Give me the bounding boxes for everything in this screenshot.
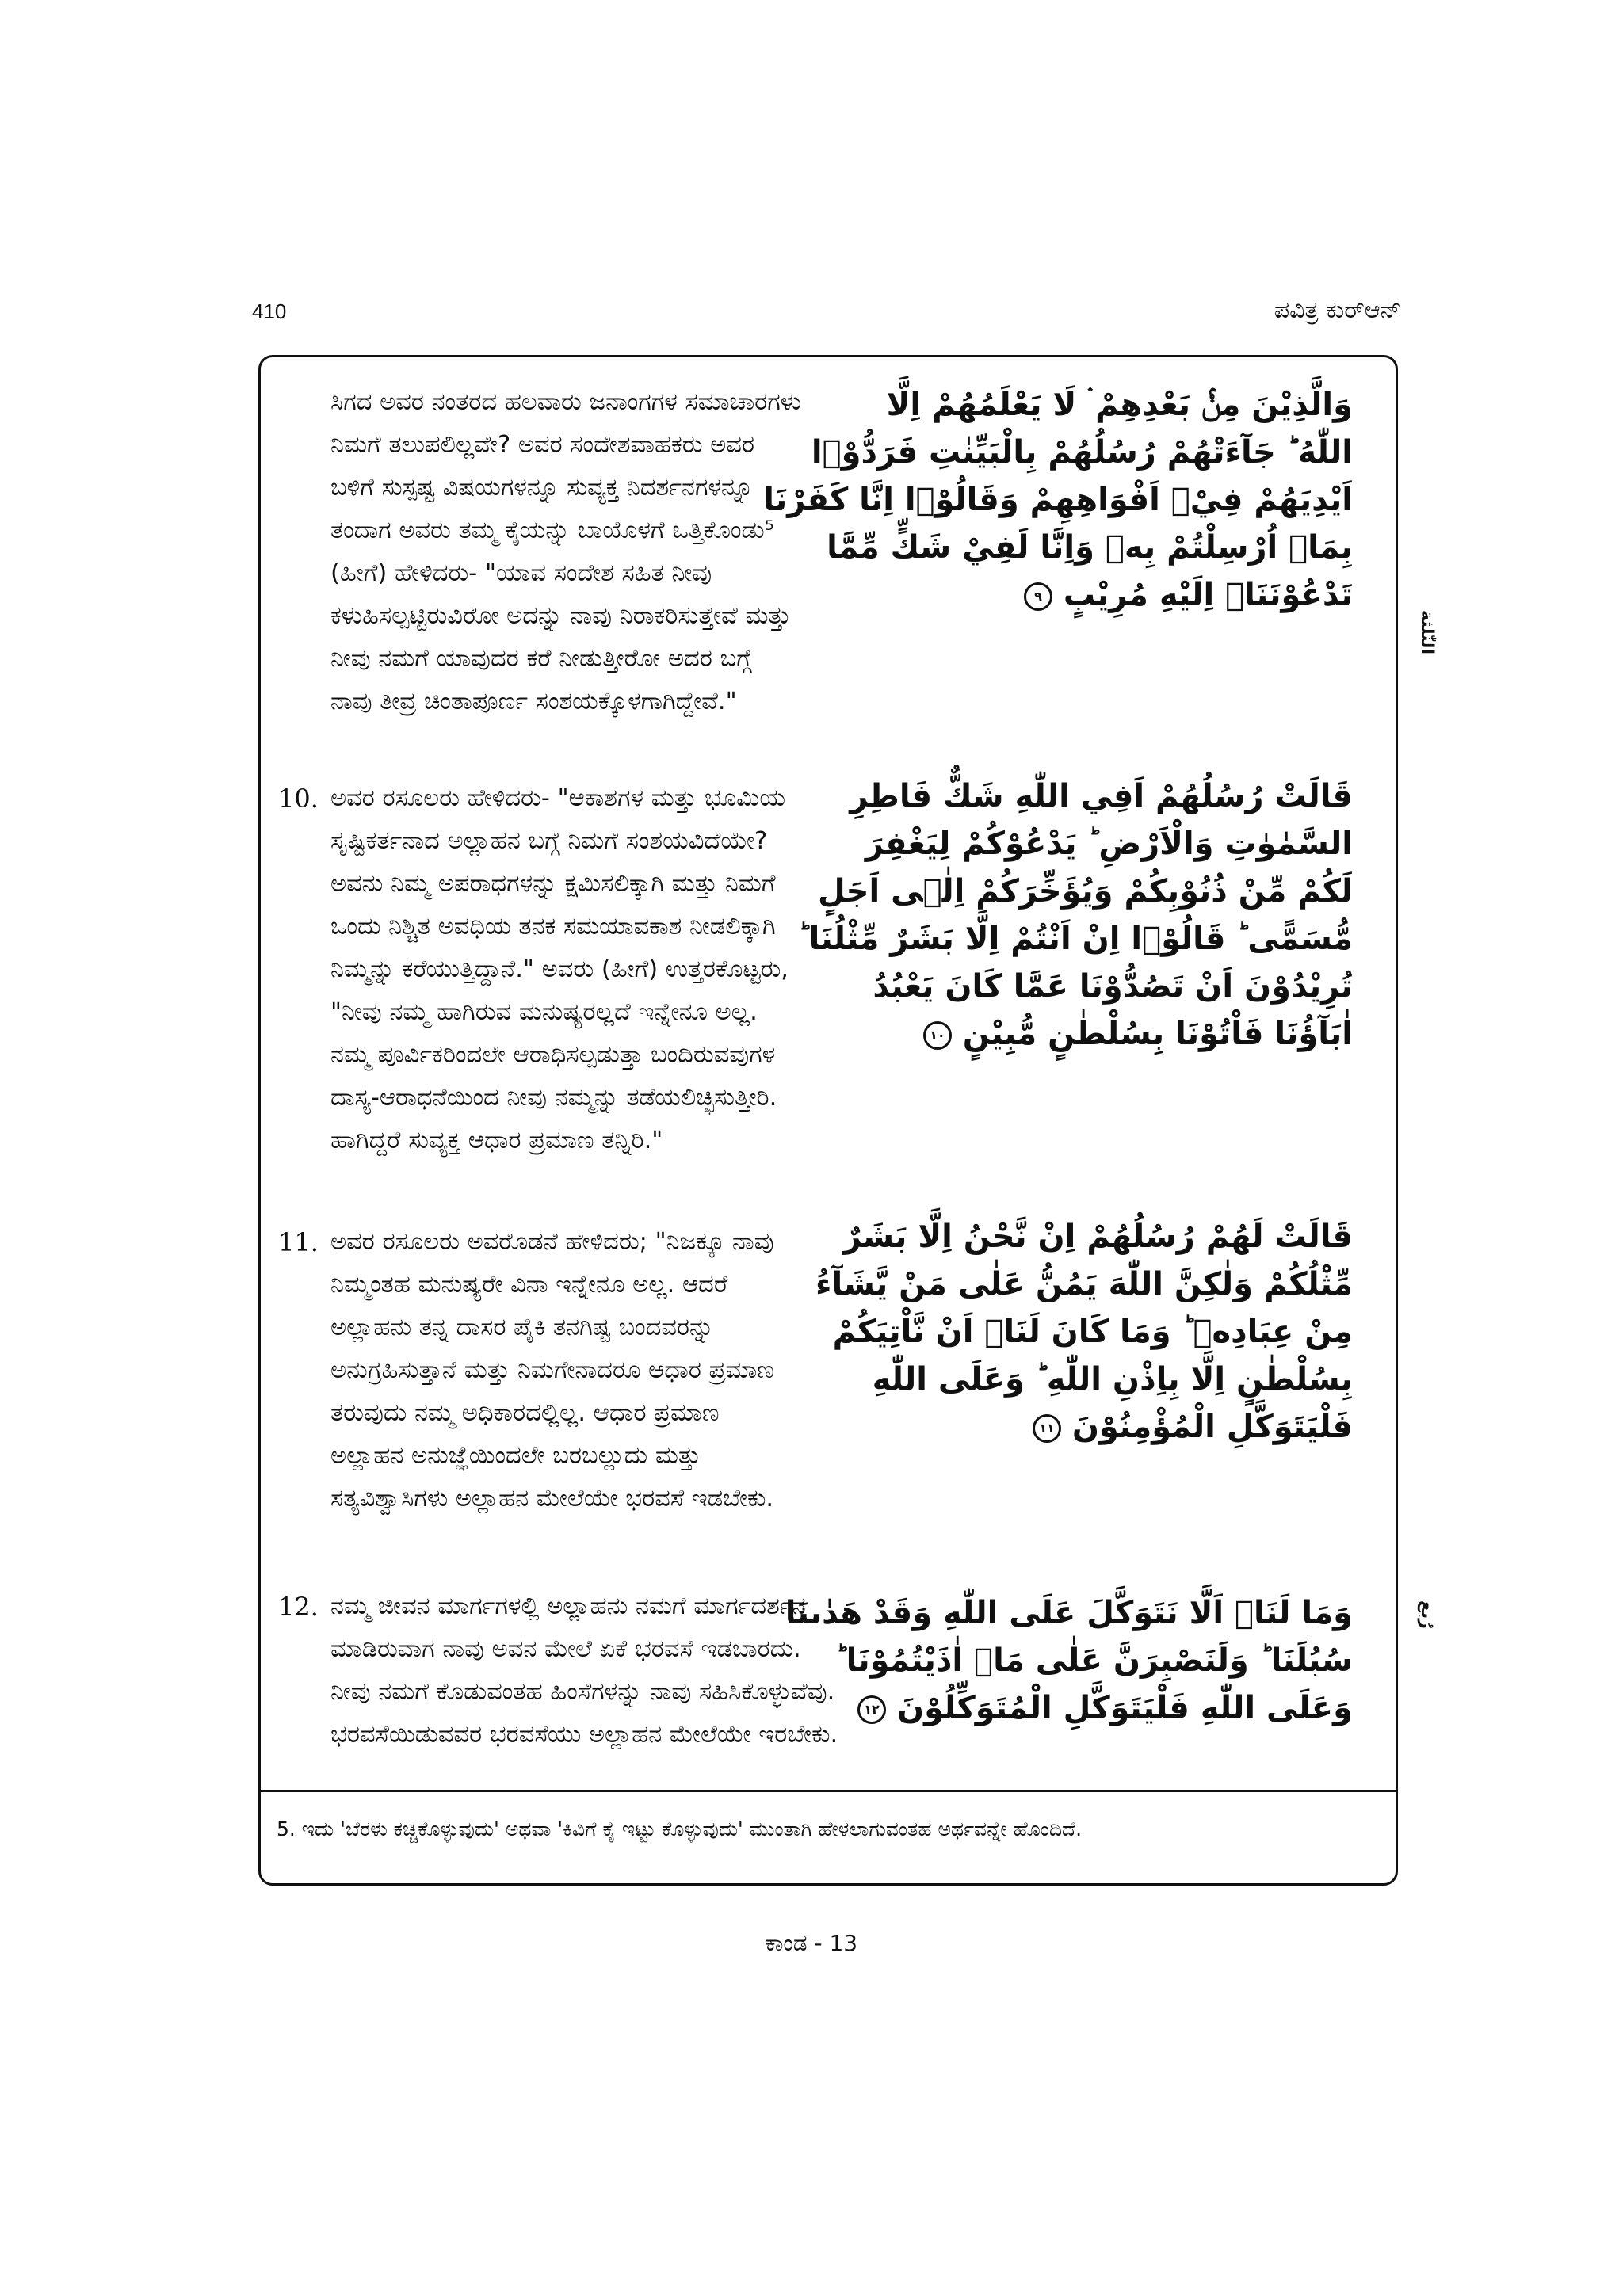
arabic-line	[827, 524, 1353, 571]
arabic-line	[815, 1261, 1353, 1308]
verse-number: 11.	[278, 1227, 319, 1257]
arabic-line	[873, 963, 1353, 1010]
translation-line: (ಹೀಗೆ) ಹೇಳಿದರು- "ಯಾವ ಸಂದೇಶ ಸಹಿತ ನೀವು	[330, 559, 712, 587]
translation-line: ನಿಮ್ಮನ್ನು ಕರೆಯುತ್ತಿದ್ದಾನೆ." ಅವರು (ಹೀಗೆ) ಉತ್ತರಕೊಟ್ಟರು,	[330, 955, 789, 983]
arabic-line	[811, 429, 1353, 476]
margin-note-rub: رُبع	[1417, 1600, 1437, 1629]
translation-line: ನಾವು ತೀವ್ರ ಚಿಂತಾಪೂರ್ಣ ಸಂಶಯಕ್ಕೊಳಗಾಗಿದ್ದೇವೆ."	[330, 688, 737, 715]
translation-line: "ನೀವು ನಮ್ಮ ಹಾಗಿರುವ ಮನುಷ್ಯರಲ್ಲದೆ ಇನ್ನೇನೂ ಅಲ್ಲ.	[330, 998, 758, 1026]
arabic-text: اَيْدِيَهُمْ فِيْۤ اَفْوَاهِهِمْ وَقَالُوْۤا اِنَّا كَفَرْنَا	[763, 482, 1353, 518]
arabic-line	[893, 1010, 1353, 1058]
translation-line: ನಿಮಗೆ ತಲುಪಲಿಲ್ಲವೇ? ಅವರ ಸಂದೇಶವಾಹಕರು ಅವರ	[330, 431, 755, 459]
arabic-text: سُبُلَنَا ؕ وَلَنَصْبِرَنَّ عَلٰى مَاۤ اٰذَيْتُمُوْنَا ؕ	[834, 1642, 1353, 1679]
footnote-divider	[261, 1790, 1396, 1792]
ayah-number-marker: ٩	[1024, 582, 1052, 611]
arabic-line	[893, 1403, 1353, 1451]
translation-line: ಅವರ ರಸೂಲರು ಅವರೊಡನೆ ಹೇಳಿದರು; "ನಿಜಕ್ಕೂ ನಾವು	[330, 1228, 774, 1256]
translation-line: ಕಳುಹಿಸಲ್ಪಟ್ಟಿರುವಿರೋ ಅದನ್ನು ನಾವು ನಿರಾಕರಿಸುತ್ತೇವೆ ಮತ್ತು	[330, 602, 792, 630]
arabic-line	[785, 1589, 1353, 1637]
translation-line: ಮಾಡಿರುವಾಗ ನಾವು ಅವನ ಮೇಲೆ ಏಕೆ ಭರವಸೆ ಇಡಬಾರದು.	[330, 1635, 801, 1663]
arabic-line	[834, 1637, 1353, 1684]
arabic-text: تُرِيْدُوْنَ اَنْ تَصُدُّوْنَا عَمَّا كَانَ يَعْبُدُ	[873, 968, 1353, 1005]
arabic-line	[893, 571, 1353, 619]
translation-line: ದಾಸ್ಯ-ಆರಾಧನೆಯಿಂದ ನೀವು ನಮ್ಮನ್ನು ತಡೆಯಲಿಚ್ಛಿಸುತ್ತೀರಿ.	[330, 1084, 777, 1112]
translation-line: ಒಂದು ನಿಶ್ಚಿತ ಅವಧಿಯ ತನಕ ಸಮಯಾವಕಾಶ ನೀಡಲಿಕ್ಕಾಗಿ	[330, 913, 776, 940]
translation-line: ಅಲ್ಲಾಹನು ತನ್ನ ದಾಸರ ಪೈಕಿ ತನಗಿಷ್ಟ ಬಂದವರನ್ನು	[330, 1314, 714, 1341]
arabic-text: مِّثْلُكُمْ وَلٰكِنَّ اللّٰهَ يَمُنُّ عَلٰى مَنْ يَّشَآءُ	[815, 1266, 1353, 1302]
arabic-text: السَّمٰوٰتِ وَالْاَرْضِ ؕ يَدْعُوْكُمْ لِيَغْفِرَ	[865, 826, 1353, 862]
arabic-text: قَالَتْ لَهُمْ رُسُلُهُمْ اِنْ نَّحْنُ اِلَّا بَشَرٌ	[842, 1219, 1353, 1255]
arabic-text: وَمَا لَنَاۤ اَلَّا نَتَوَكَّلَ عَلَى اللّٰهِ وَقَدْ هَدٰٮنَا	[785, 1595, 1353, 1631]
arabic-line	[872, 1356, 1353, 1403]
translation-line: ಅವರ ರಸೂಲರು ಹೇಳಿದರು- "ಆಕಾಶಗಳ ಮತ್ತು ಭೂಮಿಯ	[330, 784, 785, 812]
arabic-line	[850, 772, 1353, 820]
arabic-line	[832, 1308, 1353, 1356]
arabic-text: مِنْ عِبَادِهٖ ؕ وَمَا كَانَ لَنَاۤ اَنْ نَّاْتِيَكُمْ	[832, 1314, 1353, 1350]
arabic-text: لَكُمْ مِّنْ ذُنُوْبِكُمْ وَيُؤَخِّرَكُمْ اِلٰۤى اَجَلٍ	[817, 873, 1353, 910]
translation-line: ನೀವು ನಮಗೆ ಕೊಡುವಂತಹ ಹಿಂಸೆಗಳನ್ನು ನಾವು ಸಹಿಸಿಕೊಳ್ಳುವೆವು.	[330, 1678, 835, 1706]
arabic-line	[817, 868, 1353, 915]
arabic-text: وَعَلَى اللّٰهِ فَلْيَتَوَكَّلِ الْمُتَوَكِّلُوْنَ	[896, 1690, 1353, 1726]
translation-line: ಅವನು ನಿಮ್ಮ ಅಪರಾಧಗಳನ್ನು ಕ್ಷಮಿಸಲಿಕ್ಕಾಗಿ ಮತ್ತು ನಿಮಗೆ	[330, 870, 776, 898]
arabic-text: قَالَتْ رُسُلُهُمْ اَفِي اللّٰهِ شَكٌّ فَاطِرِ	[850, 778, 1353, 814]
translation-line: ಅಲ್ಲಾಹನ ಅನುಜ್ಞೆಯಿಂದಲೇ ಬರಬಲ್ಲುದು ಮತ್ತು	[330, 1442, 701, 1470]
arabic-line	[797, 915, 1353, 963]
translation-line: ತಂದಾಗ ಅವರು ತಮ್ಮ ಕೈಯನ್ನು ಬಾಯೊಳಗೆ ಒತ್ತಿಕೊಂಡು⁵	[330, 517, 774, 544]
arabic-text: تَدْعُوْنَنَاۤ اِلَيْهِ مُرِيْبٍ	[1063, 577, 1353, 613]
text-frame	[258, 355, 1398, 1886]
translation-line: ನಮ್ಮ ಪೂರ್ವಿಕರಿಂದಲೇ ಆರಾಧಿಸಲ್ಪಡುತ್ತಾ ಬಂದಿರುವವುಗಳ	[330, 1041, 776, 1069]
arabic-verse	[785, 1589, 1353, 1732]
arabic-line	[886, 381, 1353, 429]
verse-number: 12.	[278, 1592, 319, 1622]
arabic-text: اللّٰهُ ؕ جَآءَتْهُمْ رُسُلُهُمْ بِالْبَيِّنٰتِ فَرَدُّوْۤا	[811, 434, 1353, 471]
arabic-text: اٰبَآؤُنَا فَاْتُوْنَا بِسُلْطٰنٍ مُّبِيْنٍ	[962, 1016, 1353, 1052]
translation-line: ನಮ್ಮ ಜೀವನ ಮಾರ್ಗಗಳಲ್ಲಿ ಅಲ್ಲಾಹನು ನಮಗೆ ಮಾರ್ಗದರ್ಶನ	[330, 1592, 806, 1620]
translation-line: ಹಾಗಿದ್ದರೆ ಸುವ್ಯಕ್ತ ಆಧಾರ ಪ್ರಮಾಣ ತನ್ನಿರಿ."	[330, 1127, 663, 1154]
translation-line: ನೀವು ನಮಗೆ ಯಾವುದರ ಕರೆ ನೀಡುತ್ತೀರೋ ಅದರ ಬಗ್ಗೆ	[330, 645, 752, 673]
arabic-text: مُّسَمًّى ؕ قَالُوْۤا اِنْ اَنْتُمْ اِلَّا بَشَرٌ مِّثْلُنَا ؕ	[797, 921, 1353, 957]
arabic-verse	[815, 1213, 1353, 1451]
arabic-text: بِمَاۤ اُرْسِلْتُمْ بِهٖ وَاِنَّا لَفِيْ شَكٍّ مِّمَّا	[827, 529, 1353, 566]
juz-label: ಕಾಂಡ - 13	[765, 1930, 858, 1956]
arabic-line	[864, 1684, 1353, 1732]
running-title: ಪವಿತ್ರ ಕುರ್‌ಆನ್	[1274, 296, 1401, 324]
translation-line: ಭರವಸೆಯಿಡುವವರ ಭರವಸೆಯು ಅಲ್ಲಾಹನ ಮೇಲೆಯೇ ಇರಬೇಕು.	[330, 1721, 838, 1749]
arabic-text: بِسُلْطٰنٍ اِلَّا بِاِذْنِ اللّٰهِ ؕ وَعَلَى اللّٰهِ	[872, 1361, 1353, 1398]
translation-line: ಬಳಿಗೆ ಸುಸ್ಪಷ್ಟ ವಿಷಯಗಳನ್ನೂ ಸುವ್ಯಕ್ತ ನಿದರ್ಶನಗಳನ್ನೂ	[330, 474, 754, 502]
footnote: 5. ಇದು 'ಬೆರಳು ಕಚ್ಚಿಕೊಳ್ಳುವುದು' ಅಥವಾ 'ಕಿವಿಗೆ ಕೈ ಇಟ್ಟು ಕೊಳ್ಳುವುದು' ಮುಂತಾಗಿ ಹೇಳಲಾಗುವಂತಹ ಅರ್ಥವನ್ನೇ ಹೊಂದಿದೆ.	[277, 1817, 1083, 1840]
ayah-number-marker: ١٢	[857, 1695, 886, 1724]
margin-note-thalatha: النّٰلثة	[1417, 610, 1437, 655]
page-number: 410	[252, 299, 287, 323]
ayah-number-marker: ١٠	[923, 1021, 952, 1050]
translation-line: ತರುವುದು ನಮ್ಮ ಅಧಿಕಾರದಲ್ಲಿಲ್ಲ. ಆಧಾರ ಪ್ರಮಾಣ	[330, 1399, 720, 1427]
translation-line: ಸೃಷ್ಟಿಕರ್ತನಾದ ಅಲ್ಲಾಹನ ಬಗ್ಗೆ ನಿಮಗೆ ಸಂಶಯವಿದೆಯೇ?	[330, 827, 768, 855]
verse-number: 10.	[278, 784, 319, 814]
ayah-number-marker: ١١	[1033, 1414, 1061, 1443]
arabic-text: فَلْيَتَوَكَّلِ الْمُؤْمِنُوْنَ	[1071, 1409, 1353, 1445]
translation-line: ಅನುಗ್ರಹಿಸುತ್ತಾನೆ ಮತ್ತು ನಿಮಗೇನಾದರೂ ಆಧಾರ ಪ್ರಮಾಣ	[330, 1356, 774, 1384]
translation-line: ನಿಮ್ಮಂತಹ ಮನುಷ್ಯರೇ ವಿನಾ ಇನ್ನೇನೂ ಅಲ್ಲ. ಆದರೆ	[330, 1271, 728, 1299]
translation-line: ಸಿಗದ ಅವರ ನಂತರದ ಹಲವಾರು ಜನಾಂಗಗಳ ಸಮಾಚಾರಗಳು	[330, 388, 801, 416]
arabic-text: وَالَّذِيْنَ مِنْۢ بَعْدِهِمْ ۛ لَا يَعْلَمُهُمْ اِلَّا	[886, 387, 1353, 423]
translation-line: ಸತ್ಯವಿಶ್ವಾಸಿಗಳು ಅಲ್ಲಾಹನ ಮೇಲೆಯೇ ಭರವಸೆ ಇಡಬೇಕು.	[330, 1485, 774, 1512]
arabic-line	[763, 476, 1353, 524]
arabic-verse	[797, 772, 1353, 1058]
arabic-line	[842, 1213, 1353, 1261]
arabic-verse	[763, 381, 1353, 619]
arabic-line	[865, 820, 1353, 868]
